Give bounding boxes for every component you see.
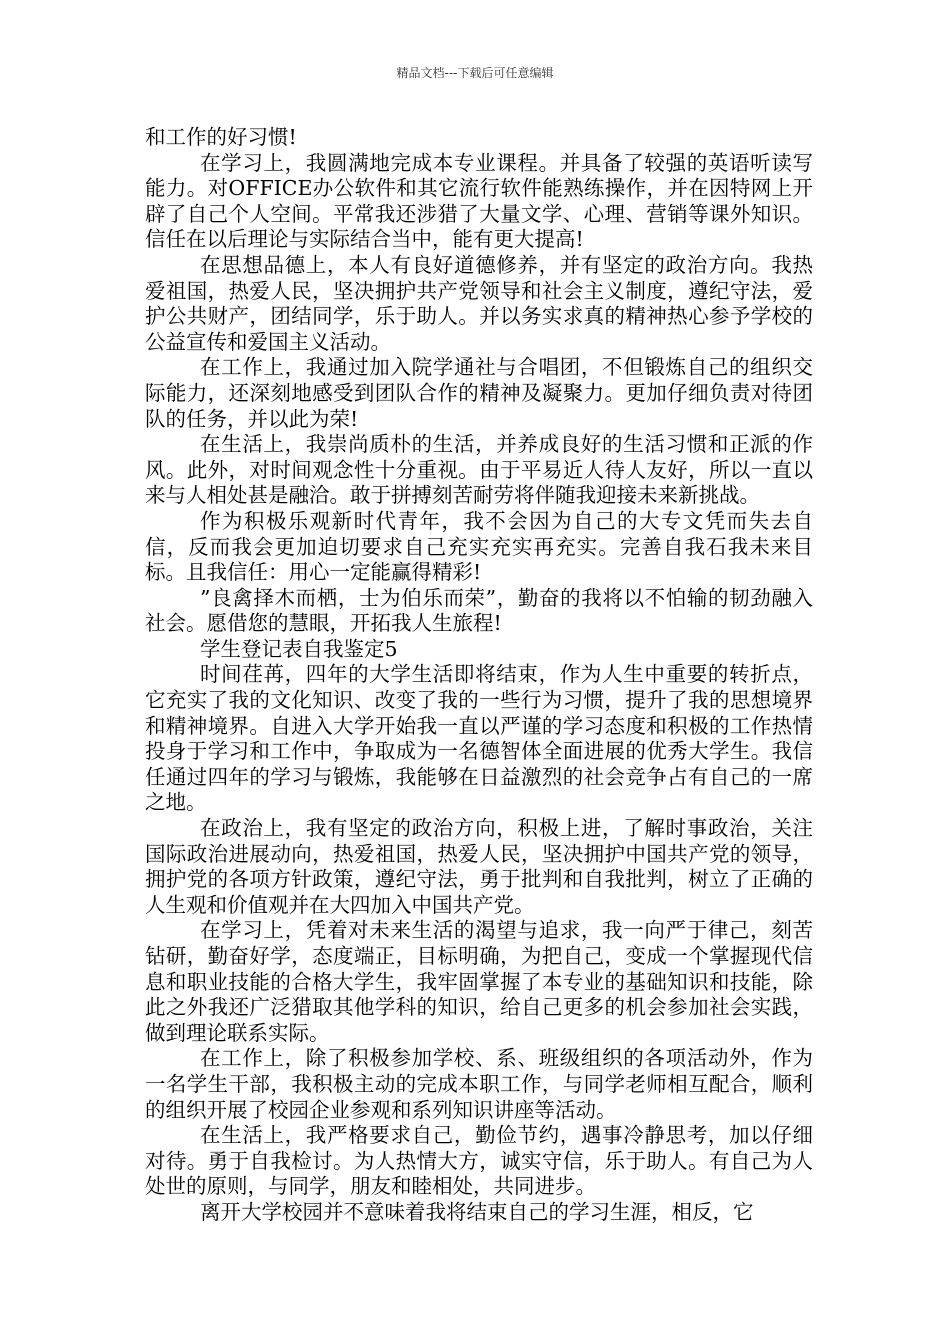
paragraph-9: 时间荏苒，四年的大学生活即将结束，作为人生中重要的转折点，它充实了我的文化知识、改变了我的一些行为习惯，提升了我的思想境界和精神境界。自进入大学开始我一直以严谨的学习态度和积极的工作热情投身于学习和工作中，争取成为一名德智体全面进展的优秀大学生。我信任通过四年的学习与锻炼，我能够在日益激烈的社会竞争占有自己的一席之地。: [145, 662, 813, 815]
paragraph-7: ”良禽择木而栖，士为伯乐而荣”，勤奋的我将以不怕输的韧劲融入社会。愿借您的慧眼，开拓我人生旅程!: [145, 585, 813, 636]
paragraph-10: 在政治上，我有坚定的政治方向，积极上进，了解时事政治，关注国际政治进展动向，热爱祖国，热爱人民，坚决拥护中国共产党的领导，拥护党的各项方针政策，遵纪守法，勇于批判和自我批判，树立了正确的人生观和价值观并在大四加入中国共产党。: [145, 816, 813, 917]
paragraph-4: 在工作上，我通过加入院学通社与合唱团，不但锻炼自己的组织交际能力，还深刻地感受到团队合作的精神及凝聚力。更加仔细负责对待团队的任务，并以此为荣!: [145, 355, 813, 431]
page-header: 精品文档---下载后可任意编辑: [396, 66, 554, 80]
document-body: [145, 125, 813, 1226]
paragraph-14: 离开大学校园并不意味着我将结束自己的学习生涯，相反，它: [200, 1199, 754, 1224]
paragraph-13: 在生活上，我严格要求自己，勤俭节约，遇事冷静思考，加以仔细对待。勇于自我检讨。为人热情大方，诚实守信，乐于助人。有自己为人处世的原则，与同学，朋友和睦相处，共同进步。: [145, 1123, 813, 1199]
section-heading: 学生登记表自我鉴定5: [200, 636, 398, 661]
paragraph-3: 在思想品德上，本人有良好道德修养，并有坚定的政治方向。我热爱祖国，热爱人民，坚决拥护共产党领导和社会主义制度，遵纪守法，爱护公共财产，团结同学，乐于助人。并以务实求真的精神热心参予学校的公益宣传和爱国主义活动。: [145, 252, 813, 354]
paragraph-5: 在生活上，我崇尚质朴的生活，并养成良好的生活习惯和正派的作风。此外，对时间观念性十分重视。由于平易近人待人友好，所以一直以来与人相处甚是融洽。敢于拼搏刻苦耐劳将伴随我迎接未来新挑战。: [145, 432, 813, 508]
paragraph-11: 在学习上，凭着对未来生活的渴望与追求，我一向严于律己，刻苦钻研，勤奋好学，态度端正，目标明确，为把自己，变成一个掌握现代信息和职业技能的合格大学生，我牢固掌握了本专业的基础知识和技能，除此之外我还广泛猎取其他学科的知识，给自己更多的机会参加社会实践，做到理论联系实际。: [145, 918, 813, 1045]
paragraph-1: 和工作的好习惯!: [145, 125, 297, 149]
paragraph-6: 作为积极乐观新时代青年，我不会因为自己的大专文凭而失去自信，反而我会更加迫切要求自己充实充实再充实。完善自我石我未来目标。且我信任：用心一定能赢得精彩!: [145, 508, 813, 585]
paragraph-12: 在工作上，除了积极参加学校、系、班级组织的各项活动外，作为一名学生干部，我积极主动的完成本职工作，与同学老师相互配合，顺利的组织开展了校园企业参观和系列知识讲座等活动。: [145, 1046, 813, 1122]
paragraph-2: 在学习上，我圆满地完成本专业课程。并具备了较强的英语听读写能力。对OFFICE办公软件和其它流行软件能熟练操作，并在因特网上开辟了自己个人空间。平常我还涉猎了大量文学、心理、营销等课外知识。信任在以后理论与实际结合当中，能有更大提高!: [145, 150, 813, 252]
